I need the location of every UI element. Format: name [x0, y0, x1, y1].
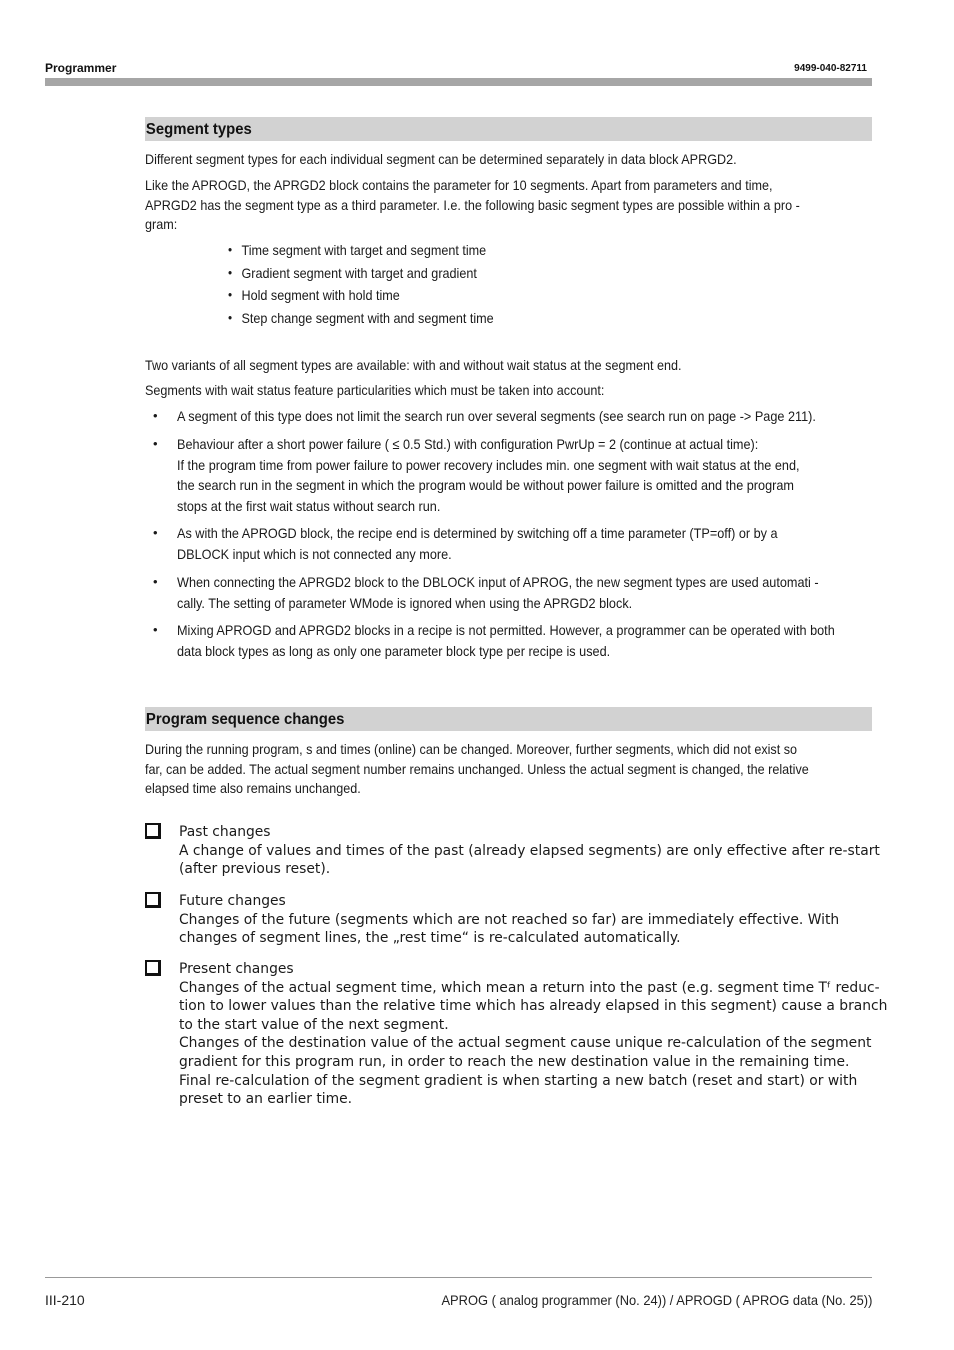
text-line: gram: — [145, 216, 178, 232]
list-item: • Gradient segment with target and gradient — [228, 264, 477, 281]
text-line: APRGD2 has the segment type as a third parameter. I.e. the following basic segment types are possible within a pro - — [145, 196, 800, 213]
bullet-icon: • — [153, 574, 158, 589]
section-heading-segment-types — [145, 117, 872, 141]
paragraph-wait-intro — [145, 381, 872, 401]
header-section-title: Programmer — [45, 61, 117, 75]
paragraph-intro2 — [145, 176, 872, 235]
bullet-icon: • — [153, 436, 158, 451]
basic-segment-types-list — [228, 239, 628, 330]
paragraph-variants — [145, 356, 872, 376]
text-line: Two variants of all segment types are available: with and without wait status at the segment end. — [145, 357, 682, 373]
section-title: Program sequence changes — [145, 711, 345, 728]
section-heading-program-sequence-changes — [145, 707, 872, 731]
checkbox-icon — [145, 823, 161, 839]
text-line: Like the APROGD, the APRGD2 block contains the parameter for 10 segments. Apart from parameters and time, — [145, 177, 773, 193]
checkbox-icon — [145, 960, 161, 976]
text-line: Segments with wait status feature particularities which must be taken into account: — [145, 382, 605, 398]
page-number: III-210 — [45, 1292, 85, 1308]
paragraph-intro1 — [145, 150, 872, 170]
change-item-title: Past changes — [179, 824, 271, 840]
checkbox-icon — [145, 892, 161, 908]
bullet-icon: • — [153, 622, 158, 637]
bullet-icon: • — [153, 525, 158, 540]
text-line: During the running program, s and times (online) can be changed. Moreover, further segments, which did not exist so — [145, 741, 798, 757]
header-rule — [45, 78, 872, 86]
bullet-icon: • — [153, 408, 158, 423]
list-item: • Time segment with target and segment time — [228, 242, 487, 258]
footer-rule — [45, 1277, 872, 1278]
section-title: Segment types — [145, 121, 252, 138]
footer-title: APROG ( analog programmer (No. 24)) / APROGD ( APROG data (No. 25)) — [441, 1292, 872, 1308]
change-item-title: Future changes — [179, 893, 286, 909]
list-item: • Step change segment with and segment time — [228, 310, 494, 327]
change-item-title: Present changes — [179, 961, 294, 977]
text-line: far, can be added. The actual segment number remains unchanged. Unless the actual segment is changed, the relative — [145, 760, 809, 777]
text-line: elapsed time also remains unchanged. — [145, 780, 361, 796]
text-line: Different segment types for each individual segment can be determined separately in data block APRGD2. — [145, 151, 737, 167]
paragraph-program-changes-intro — [145, 740, 872, 799]
header-doc-number: 9499-040-82711 — [794, 63, 867, 74]
list-item: • Hold segment with hold time — [228, 287, 400, 304]
